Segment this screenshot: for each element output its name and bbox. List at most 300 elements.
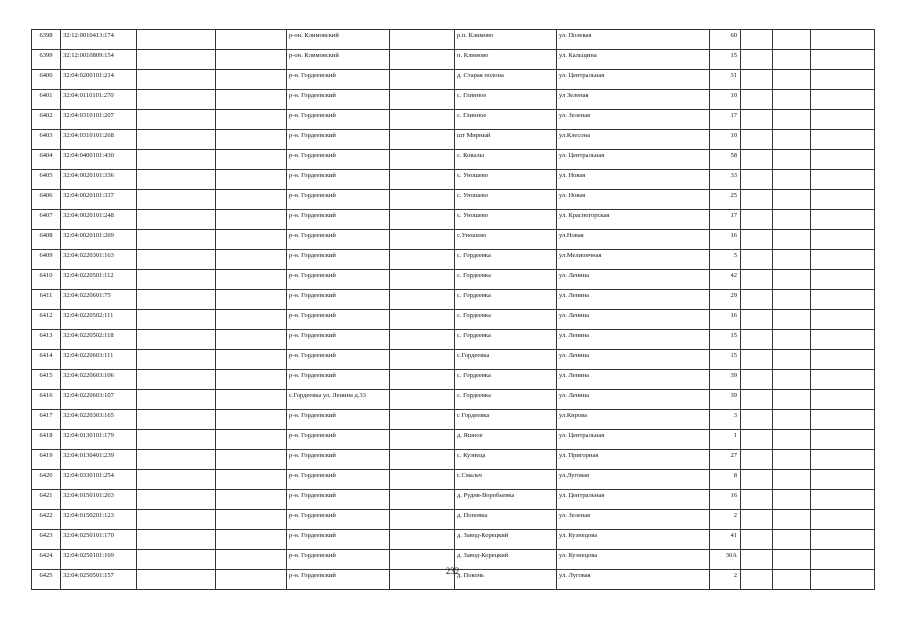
cell-locality: д. Рудня-Воробьевка <box>455 490 557 510</box>
cell-empty <box>390 70 455 90</box>
table-row <box>32 230 875 250</box>
cell-cadastral-number: 32:04:0220502:111 <box>61 310 137 330</box>
cell-empty <box>390 390 455 410</box>
cell-locality: с. Гордеевка <box>455 310 557 330</box>
cell-district: р-он. Климовский <box>287 30 390 50</box>
cell-empty <box>811 170 875 190</box>
cell-house: 16 <box>710 310 741 330</box>
cell-empty <box>741 150 773 170</box>
table-row <box>32 170 875 190</box>
cell-empty <box>137 470 216 490</box>
cell-empty <box>773 370 811 390</box>
cell-empty <box>741 430 773 450</box>
cell-district: р-н. Гордеевский <box>287 170 390 190</box>
table-row <box>32 390 875 410</box>
cell-empty <box>137 370 216 390</box>
cell-empty <box>137 430 216 450</box>
cell-house: 16 <box>710 490 741 510</box>
cell-district: р-н. Гордеевский <box>287 110 390 130</box>
cell-street: ул. Зеленая <box>557 510 710 530</box>
cell-street: ул. Ленина <box>557 310 710 330</box>
cell-empty <box>390 210 455 230</box>
cell-empty <box>811 470 875 490</box>
table-row <box>32 110 875 130</box>
cell-house: 29 <box>710 290 741 310</box>
table-row <box>32 130 875 150</box>
cell-street: ул. Центральная <box>557 150 710 170</box>
cell-empty <box>137 30 216 50</box>
cell-empty <box>137 210 216 230</box>
cell-number: 6420 <box>32 470 61 490</box>
table-row <box>32 270 875 290</box>
cell-locality: с. Гордеевка <box>455 250 557 270</box>
cell-empty <box>811 130 875 150</box>
cell-district: р-н. Гордеевский <box>287 430 390 450</box>
cell-empty <box>216 230 287 250</box>
cell-house: 31 <box>710 70 741 90</box>
cell-empty <box>773 70 811 90</box>
cell-empty <box>811 410 875 430</box>
table-row <box>32 510 875 530</box>
cell-empty <box>741 490 773 510</box>
cell-empty <box>741 310 773 330</box>
cell-cadastral-number: 32:04:0250101:170 <box>61 530 137 550</box>
cell-empty <box>773 270 811 290</box>
cell-empty <box>216 530 287 550</box>
cell-locality: с. Уношево <box>455 210 557 230</box>
cell-number: 6405 <box>32 170 61 190</box>
cell-district: р-н. Гордеевский <box>287 530 390 550</box>
cell-empty <box>390 230 455 250</box>
cell-number: 6414 <box>32 350 61 370</box>
cell-empty <box>811 90 875 110</box>
cell-empty <box>137 110 216 130</box>
cell-empty <box>773 530 811 550</box>
cell-empty <box>811 250 875 270</box>
cell-street: ул. Красногорская <box>557 210 710 230</box>
cell-house: 60 <box>710 30 741 50</box>
cell-empty <box>390 170 455 190</box>
cell-cadastral-number: 32:04:0220601:75 <box>61 290 137 310</box>
cell-locality: п. Климово <box>455 50 557 70</box>
cell-cadastral-number: 32:04:0020101:269 <box>61 230 137 250</box>
cell-empty <box>811 290 875 310</box>
cell-empty <box>773 470 811 490</box>
cell-street: ул. Центральная <box>557 490 710 510</box>
cell-locality: с. Гордеевка <box>455 330 557 350</box>
cell-district: р-н. Гордеевский <box>287 310 390 330</box>
cell-locality: с. Гордеевка <box>455 270 557 290</box>
cell-empty <box>390 490 455 510</box>
cell-empty <box>137 170 216 190</box>
cell-number: 6406 <box>32 190 61 210</box>
cell-empty <box>773 230 811 250</box>
cell-district: р-н. Гордеевский <box>287 230 390 250</box>
cell-empty <box>811 230 875 250</box>
cell-number: 6421 <box>32 490 61 510</box>
cell-house: 10 <box>710 90 741 110</box>
table-row <box>32 70 875 90</box>
cell-empty <box>811 270 875 290</box>
cell-street: ул. Ленина <box>557 330 710 350</box>
cell-empty <box>390 30 455 50</box>
cell-cadastral-number: 32:04:0220501:112 <box>61 270 137 290</box>
cell-empty <box>773 150 811 170</box>
table-row <box>32 410 875 430</box>
cell-empty <box>741 190 773 210</box>
cell-empty <box>773 190 811 210</box>
cell-empty <box>773 110 811 130</box>
cell-empty <box>811 510 875 530</box>
cell-house: 39 <box>710 390 741 410</box>
cell-house: 39 <box>710 370 741 390</box>
cell-house: 42 <box>710 270 741 290</box>
cell-number: 6419 <box>32 450 61 470</box>
cell-number: 6424 <box>32 550 61 570</box>
cell-empty <box>773 170 811 190</box>
cell-locality: д. Старая полона <box>455 70 557 90</box>
cell-empty <box>811 370 875 390</box>
cell-empty <box>216 150 287 170</box>
cell-district: р-н. Гордеевский <box>287 550 390 570</box>
cell-street: ул. Кузнецова <box>557 550 710 570</box>
cell-house: 30А <box>710 550 741 570</box>
cell-empty <box>216 510 287 530</box>
cell-district: р-н. Гордеевский <box>287 270 390 290</box>
cell-number: 6423 <box>32 530 61 550</box>
cell-number: 6418 <box>32 430 61 450</box>
cell-empty <box>773 450 811 470</box>
cell-street: ул. Ленина <box>557 370 710 390</box>
cell-empty <box>811 150 875 170</box>
cell-empty <box>137 390 216 410</box>
cell-empty <box>390 130 455 150</box>
cell-cadastral-number: 32:04:0150201:123 <box>61 510 137 530</box>
cell-street: ул Зеленая <box>557 90 710 110</box>
cell-house: 15 <box>710 330 741 350</box>
cell-empty <box>811 70 875 90</box>
cell-empty <box>216 90 287 110</box>
cell-number: 6410 <box>32 270 61 290</box>
table-row <box>32 30 875 50</box>
table-row <box>32 350 875 370</box>
cell-district: р-н. Гордеевский <box>287 470 390 490</box>
cell-house: 8 <box>710 470 741 490</box>
cell-street: ул. Ленина <box>557 390 710 410</box>
cell-locality: с. Глинное <box>455 110 557 130</box>
cell-empty <box>811 390 875 410</box>
cell-empty <box>390 330 455 350</box>
cell-empty <box>741 410 773 430</box>
table-row <box>32 450 875 470</box>
table-row <box>32 290 875 310</box>
cell-empty <box>773 250 811 270</box>
cell-locality: р.п. Климово <box>455 30 557 50</box>
cell-locality: с. Кузнеца <box>455 450 557 470</box>
cell-house: 15 <box>710 350 741 370</box>
cell-empty <box>137 410 216 430</box>
cell-empty <box>390 290 455 310</box>
cell-locality: шт Мирный <box>455 130 557 150</box>
cell-empty <box>741 110 773 130</box>
cell-empty <box>773 310 811 330</box>
cell-empty <box>741 330 773 350</box>
cell-street: ул. Ленина <box>557 270 710 290</box>
cell-number: 6409 <box>32 250 61 270</box>
cell-number: 6413 <box>32 330 61 350</box>
cell-empty <box>741 470 773 490</box>
cell-district: р-н. Гордеевский <box>287 510 390 530</box>
cell-empty <box>216 70 287 90</box>
cell-house: 58 <box>710 150 741 170</box>
cell-cadastral-number: 32:12:0010809:154 <box>61 50 137 70</box>
cell-cadastral-number: 32:04:0130101:179 <box>61 430 137 450</box>
cell-empty <box>741 210 773 230</box>
cell-empty <box>773 30 811 50</box>
cell-cadastral-number: 32:04:0020101:337 <box>61 190 137 210</box>
cell-empty <box>216 250 287 270</box>
cell-cadastral-number: 32:04:0250501:157 <box>61 570 137 590</box>
cell-locality: с. Уношево <box>455 170 557 190</box>
cell-street: ул.Мелиоичная <box>557 250 710 270</box>
cell-empty <box>390 50 455 70</box>
table-row <box>32 50 875 70</box>
registry-table <box>31 29 875 590</box>
cell-empty <box>811 330 875 350</box>
table-row <box>32 310 875 330</box>
cell-empty <box>137 130 216 150</box>
cell-empty <box>216 330 287 350</box>
cell-empty <box>390 110 455 130</box>
cell-house: 15 <box>710 50 741 70</box>
cell-locality: д. Завод-Корецкий <box>455 530 557 550</box>
cell-empty <box>137 70 216 90</box>
cell-empty <box>137 530 216 550</box>
cell-locality: с. Гордеевка <box>455 290 557 310</box>
cell-empty <box>137 190 216 210</box>
cell-empty <box>216 350 287 370</box>
cell-empty <box>137 250 216 270</box>
cell-district: р-н. Гордеевский <box>287 450 390 470</box>
page-number: 232 <box>445 566 460 576</box>
cell-empty <box>390 270 455 290</box>
cell-empty <box>811 530 875 550</box>
cell-empty <box>216 290 287 310</box>
cell-empty <box>390 190 455 210</box>
table-row <box>32 150 875 170</box>
cell-empty <box>390 350 455 370</box>
cell-empty <box>137 490 216 510</box>
cell-empty <box>811 110 875 130</box>
cell-empty <box>216 490 287 510</box>
cell-empty <box>741 270 773 290</box>
cell-empty <box>390 470 455 490</box>
cell-empty <box>216 390 287 410</box>
cell-district: р-н. Гордеевский <box>287 370 390 390</box>
cell-empty <box>773 490 811 510</box>
cell-empty <box>390 90 455 110</box>
cell-house: 16 <box>710 230 741 250</box>
cell-cadastral-number: 32:04:0020101:248 <box>61 210 137 230</box>
cell-empty <box>741 90 773 110</box>
cell-locality: д. Поповка <box>455 510 557 530</box>
cell-cadastral-number: 32:04:0220301:163 <box>61 250 137 270</box>
cell-district: р-н. Гордеевский <box>287 290 390 310</box>
cell-empty <box>390 430 455 450</box>
cell-empty <box>773 510 811 530</box>
cell-empty <box>773 350 811 370</box>
cell-empty <box>741 350 773 370</box>
cell-empty <box>811 450 875 470</box>
cell-empty <box>773 330 811 350</box>
cell-empty <box>137 310 216 330</box>
cell-street: ул. Новая <box>557 190 710 210</box>
cell-district: р-н. Гордеевский <box>287 350 390 370</box>
cell-empty <box>773 90 811 110</box>
cell-district: с.Гордеевка ул. Ленина д.33 <box>287 390 390 410</box>
cell-empty <box>741 70 773 90</box>
cell-cadastral-number: 32:04:0200101:214 <box>61 70 137 90</box>
cell-empty <box>137 330 216 350</box>
cell-empty <box>216 270 287 290</box>
cell-empty <box>216 110 287 130</box>
table-row <box>32 90 875 110</box>
cell-empty <box>137 90 216 110</box>
cell-street: ул. Ленина <box>557 350 710 370</box>
cell-empty <box>216 130 287 150</box>
cell-empty <box>216 210 287 230</box>
cell-number: 6425 <box>32 570 61 590</box>
cell-empty <box>811 350 875 370</box>
cell-number: 6402 <box>32 110 61 130</box>
cell-house: 2 <box>710 570 741 590</box>
table-row <box>32 530 875 550</box>
cell-locality: с.Смальч <box>455 470 557 490</box>
cell-empty <box>811 210 875 230</box>
table-row <box>32 430 875 450</box>
table-row <box>32 330 875 350</box>
cell-empty <box>741 390 773 410</box>
table-row <box>32 370 875 390</box>
cell-number: 6407 <box>32 210 61 230</box>
cell-cadastral-number: 32:04:0310101:268 <box>61 130 137 150</box>
cell-number: 6417 <box>32 410 61 430</box>
cell-empty <box>137 290 216 310</box>
cell-locality: с.Уношево <box>455 230 557 250</box>
table-row <box>32 210 875 230</box>
cell-empty <box>811 490 875 510</box>
cell-street: ул.Клесона <box>557 130 710 150</box>
cell-number: 6400 <box>32 70 61 90</box>
cell-locality: с. Гордеевка <box>455 370 557 390</box>
cell-house: 25 <box>710 190 741 210</box>
cell-street: ул. Луговая <box>557 570 710 590</box>
cell-cadastral-number: 32:04:0220603:111 <box>61 350 137 370</box>
cell-house: 41 <box>710 530 741 550</box>
cell-number: 6415 <box>32 370 61 390</box>
cell-empty <box>216 310 287 330</box>
cell-empty <box>741 510 773 530</box>
cell-locality: д. Завод-Корецкий <box>455 550 557 570</box>
cell-empty <box>773 130 811 150</box>
cell-district: р-н. Гордеевский <box>287 330 390 350</box>
cell-district: р-н. Гордеевский <box>287 70 390 90</box>
cell-empty <box>811 30 875 50</box>
cell-street: ул. Пригорная <box>557 450 710 470</box>
cell-empty <box>741 130 773 150</box>
cell-locality: с. Глинное <box>455 90 557 110</box>
cell-house: 2 <box>710 510 741 530</box>
table-row <box>32 490 875 510</box>
cell-number: 6412 <box>32 310 61 330</box>
cell-empty <box>216 370 287 390</box>
cell-empty <box>137 230 216 250</box>
cell-empty <box>390 370 455 390</box>
cell-street: ул.Новая <box>557 230 710 250</box>
cell-empty <box>390 510 455 530</box>
cell-district: р-н. Гордеевский <box>287 150 390 170</box>
cell-empty <box>390 250 455 270</box>
cell-district: р-н. Гордеевский <box>287 90 390 110</box>
cell-empty <box>741 50 773 70</box>
cell-empty <box>216 50 287 70</box>
cell-empty <box>137 150 216 170</box>
cell-empty <box>773 290 811 310</box>
cell-empty <box>773 430 811 450</box>
cell-empty <box>811 430 875 450</box>
cell-empty <box>137 270 216 290</box>
cell-empty <box>741 290 773 310</box>
cell-empty <box>741 230 773 250</box>
cell-empty <box>390 530 455 550</box>
cell-house: 17 <box>710 210 741 230</box>
cell-empty <box>216 470 287 490</box>
cell-locality: д. Поконь <box>455 570 557 590</box>
cell-empty <box>390 150 455 170</box>
cell-cadastral-number: 32:04:0250101:169 <box>61 550 137 570</box>
cell-house: 17 <box>710 110 741 130</box>
cell-empty <box>811 190 875 210</box>
cell-empty <box>216 30 287 50</box>
cell-empty <box>773 210 811 230</box>
cell-house: 3 <box>710 410 741 430</box>
cell-district: р-н. Гордеевский <box>287 190 390 210</box>
cell-empty <box>773 390 811 410</box>
cell-number: 6398 <box>32 30 61 50</box>
cell-house: 10 <box>710 130 741 150</box>
cell-cadastral-number: 32:04:0220502:118 <box>61 330 137 350</box>
cell-number: 6401 <box>32 90 61 110</box>
cell-empty <box>390 450 455 470</box>
cell-number: 6399 <box>32 50 61 70</box>
cell-street: ул. Полевая <box>557 30 710 50</box>
cell-cadastral-number: 32:04:0220303:165 <box>61 410 137 430</box>
cell-empty <box>741 170 773 190</box>
cell-number: 6422 <box>32 510 61 530</box>
cell-empty <box>811 310 875 330</box>
cell-empty <box>741 530 773 550</box>
cell-street: ул. Зеленая <box>557 110 710 130</box>
cell-locality: с. Уношево <box>455 190 557 210</box>
cell-cadastral-number: 32:04:0220603:107 <box>61 390 137 410</box>
cell-district: р-н. Гордеевский <box>287 130 390 150</box>
cell-empty <box>137 50 216 70</box>
cell-district: р-н. Гордеевский <box>287 250 390 270</box>
cell-number: 6411 <box>32 290 61 310</box>
cell-empty <box>137 350 216 370</box>
cell-cadastral-number: 32:04:0130401:239 <box>61 450 137 470</box>
cell-empty <box>216 190 287 210</box>
